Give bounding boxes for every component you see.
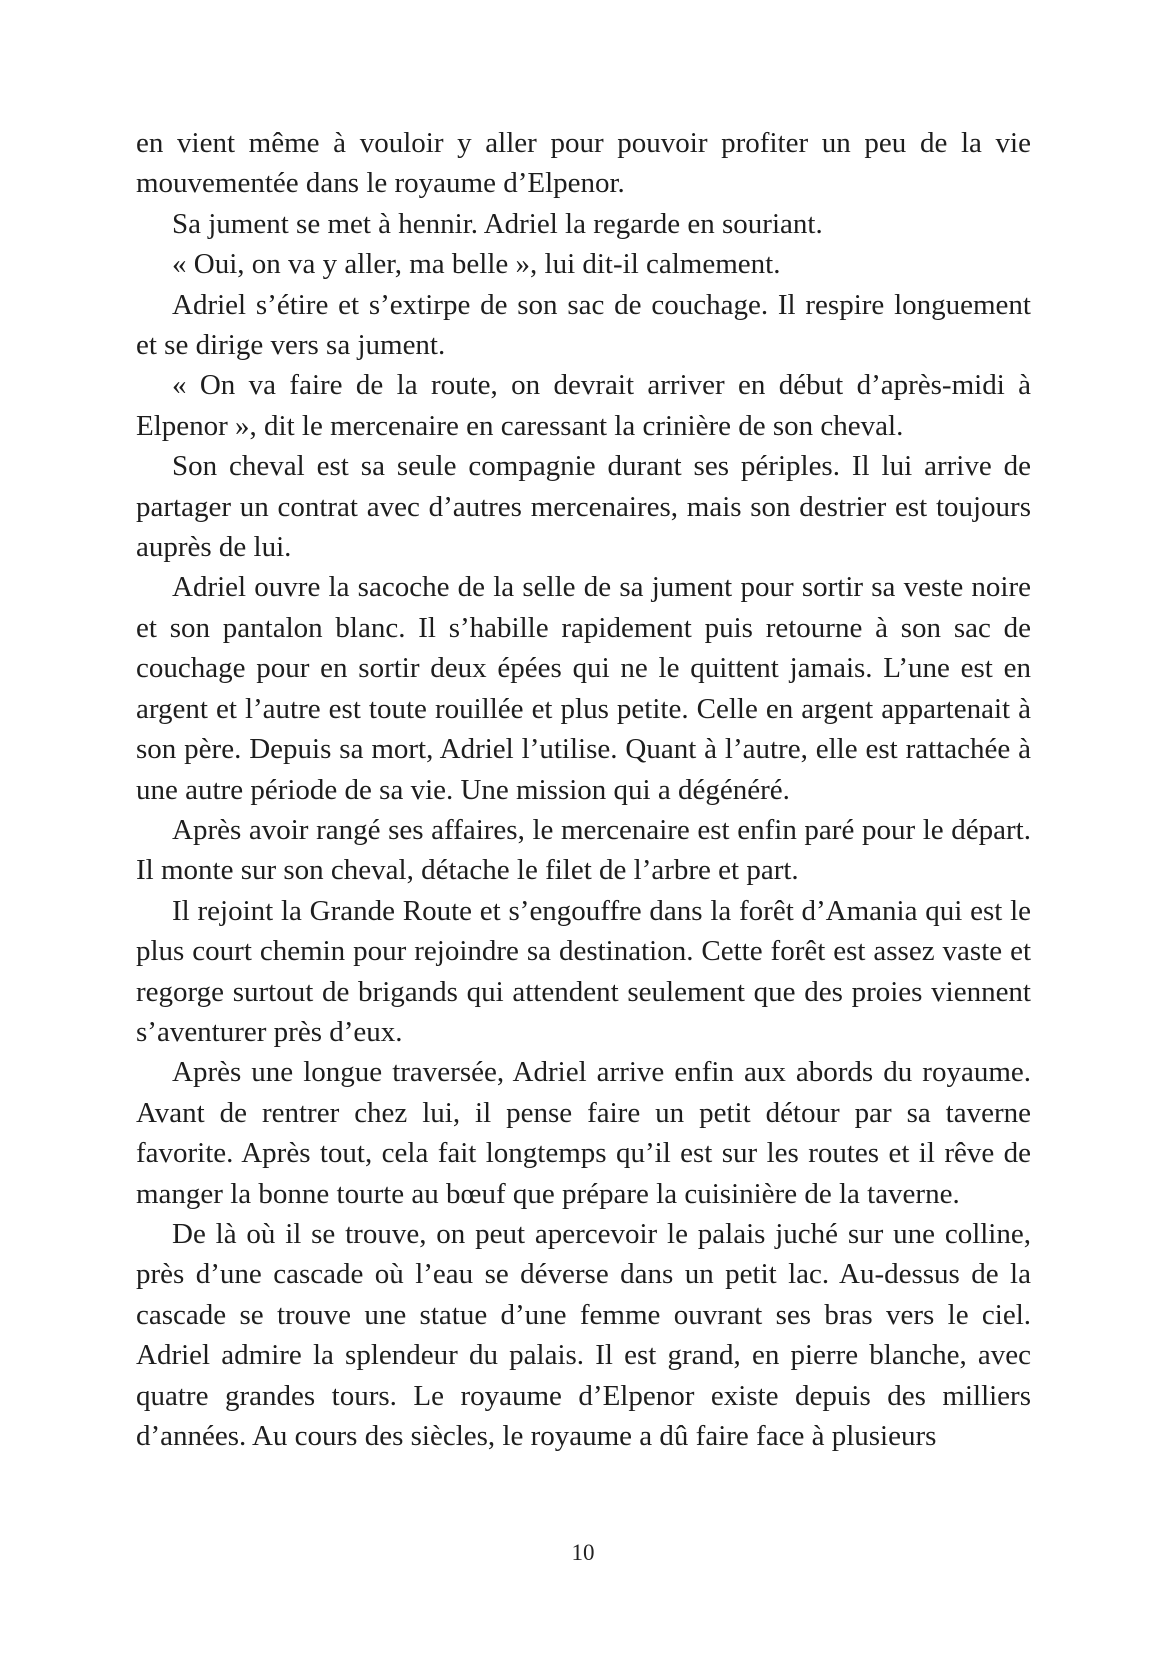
paragraph: Après une longue traversée, Adriel arrive enfin aux abords du royaume. Avant de rentrer chez lui, il pense faire un petit détour par sa taverne favorite. Après tout, cela fait longtemps qu’il est sur les routes et il rêve de manger la bonne tourte au bœuf que prépare la cuisinière de la taverne. [136,1056,1031,1210]
body-text [136,123,1031,1456]
paragraph: De là où il se trouve, on peut apercevoir le palais juché sur une colline, près d’une cascade où l’eau se déverse dans un petit lac. Au-dessus de la cascade se trouve une statue d’une femme ouvrant ses bras vers le ciel. Adriel admire la splendeur du palais. Il est grand, en pierre blanche, avec quatre grandes tours. Le royaume d’Elpenor existe depuis des milliers d’années. Au cours des siècles, le royaume a dû faire face à plusieurs [136,1217,1031,1452]
paragraph: « On va faire de la route, on devrait arriver en début d’après-midi à Elpenor », dit le mercenaire en caressant la crinière de son cheval. [136,369,1031,442]
paragraph: Son cheval est sa seule compagnie durant ses périples. Il lui arrive de partager un contrat avec d’autres mercenaires, mais son destrier est toujours auprès de lui. [136,450,1031,564]
paragraph: Adriel s’étire et s’extirpe de son sac de couchage. Il respire longuement et se dirige vers sa jument. [136,288,1031,362]
paragraph: Sa jument se met à hennir. Adriel la regarde en souriant. [172,207,823,240]
paragraph: Après avoir rangé ses affaires, le mercenaire est enfin paré pour le départ. Il monte sur son cheval, détache le filet de l’arbre et part. [136,813,1031,887]
paragraph: Adriel ouvre la sacoche de la selle de sa jument pour sortir sa veste noire et son pantalon blanc. Il s’habille rapidement puis retourne à son sac de couchage pour en sortir deux épées qui ne le quittent jamais. L’une est en argent et l’autre est toute rouillée et plus petite. Celle en argent appartenait à son père. Depuis sa mort, Adriel l’utilise. Quant à l’autre, elle est rattachée à une autre période de sa vie. Une mission qui a dégénéré. [136,571,1031,806]
paragraph: Il rejoint la Grande Route et s’engouffre dans la forêt d’Amania qui est le plus court chemin pour rejoindre sa destination. Cette forêt est assez vaste et regorge surtout de brigands qui attendent seulement que des proies viennent s’aventurer près d’eux. [136,894,1031,1048]
paragraph: « Oui, on va y aller, ma belle », lui dit-il calmement. [172,248,781,281]
page-number: 10 [571,1540,595,1565]
paragraph-continuation: en vient même à vouloir y aller pour pouvoir profiter un peu de la vie mouvementée dans le royaume d’Elpenor. [136,127,1031,200]
